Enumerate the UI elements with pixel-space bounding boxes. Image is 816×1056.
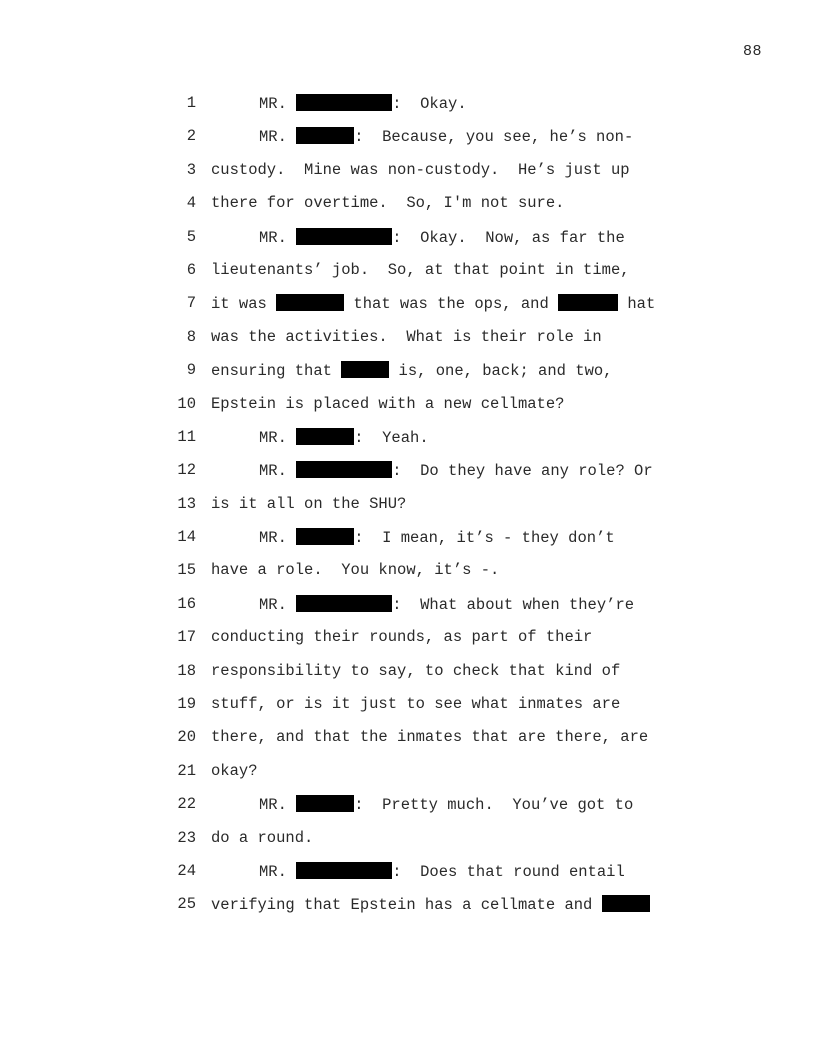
redaction-box [296, 795, 354, 812]
redaction-box [296, 862, 392, 879]
line-number: 9 [186, 361, 196, 380]
line-text: conducting their rounds, as part of their [211, 628, 593, 647]
line-text: is it all on the SHU? [211, 494, 407, 513]
line-text: was the activities. What is their role in [211, 327, 602, 346]
transcript-body [0, 86, 816, 921]
line-text: have a role. You know, it’s -. [211, 561, 500, 580]
line-content: : Okay. [392, 95, 467, 113]
redaction-box [296, 461, 392, 478]
transcript-line [0, 620, 816, 653]
line-number: 7 [186, 294, 196, 313]
line-content: : What about when they’re [392, 595, 635, 614]
speaker-prefix: MR. [259, 862, 297, 881]
line-content: : Pretty much. You’ve got to [354, 796, 634, 815]
line-text [259, 461, 653, 480]
transcript-line [0, 119, 816, 152]
speaker-prefix: MR. [259, 529, 297, 548]
transcript-line [0, 353, 816, 386]
line-number: 3 [186, 160, 196, 179]
redaction-box [296, 428, 354, 445]
line-text [211, 294, 655, 313]
transcript-line [0, 487, 816, 520]
line-number: 4 [186, 194, 196, 213]
redaction-box [296, 228, 392, 245]
line-number: 1 [186, 94, 196, 112]
line-number: 15 [177, 561, 196, 580]
line-text: stuff, or is it just to see what inmates are [211, 695, 621, 714]
line-text [211, 361, 612, 380]
transcript-line [0, 186, 816, 219]
transcript-line [0, 253, 816, 286]
redaction-box [296, 528, 354, 545]
line-text [211, 895, 650, 914]
transcript-line [0, 553, 816, 586]
transcript-line [0, 86, 816, 119]
speaker-prefix: MR. [259, 796, 297, 815]
line-number: 20 [177, 728, 196, 747]
line-text [259, 595, 634, 614]
line-content: : Does that round entail [392, 862, 625, 881]
redaction-box [558, 294, 618, 311]
redaction-box [296, 595, 392, 612]
transcript-line [0, 520, 816, 553]
speaker-prefix: MR. [259, 595, 297, 614]
line-content: : Okay. Now, as far the [392, 228, 625, 247]
line-text: responsibility to say, to check that kind of [211, 661, 621, 680]
transcript-line [0, 687, 816, 720]
redaction-box [341, 361, 389, 378]
line-number: 18 [177, 661, 196, 680]
line-text [259, 127, 633, 146]
line-text: Epstein is placed with a new cellmate? [211, 394, 565, 413]
line-content: that was the ops, and [344, 295, 559, 314]
transcript-line [0, 821, 816, 854]
transcript-line [0, 587, 816, 620]
transcript-line [0, 720, 816, 753]
line-number: 11 [177, 427, 196, 446]
line-content: it was [211, 295, 277, 314]
transcript-line [0, 387, 816, 420]
line-content: verifying that Epstein has a cellmate and [211, 896, 602, 915]
line-number: 10 [177, 394, 196, 413]
line-content: : Do they have any role? Or [392, 462, 653, 481]
line-number: 19 [177, 695, 196, 714]
line-number: 5 [186, 227, 196, 246]
line-number: 8 [186, 327, 196, 346]
redaction-box [296, 127, 354, 144]
line-number: 21 [177, 761, 196, 780]
line-content: hat [618, 295, 656, 314]
line-number: 14 [177, 528, 196, 547]
redaction-box [602, 895, 650, 912]
speaker-prefix: MR. [259, 462, 297, 481]
line-text [259, 795, 633, 814]
transcript-line [0, 787, 816, 820]
line-number: 6 [186, 260, 196, 279]
transcript-line [0, 286, 816, 319]
speaker-prefix: MR. [259, 228, 297, 247]
line-number: 22 [177, 795, 196, 814]
transcript-line [0, 320, 816, 353]
redaction-box [276, 294, 344, 311]
line-text: there, and that the inmates that are there, are [211, 728, 649, 747]
speaker-prefix: MR. [259, 428, 297, 447]
line-text: custody. Mine was non-custody. He’s just up [211, 160, 630, 179]
line-text: okay? [211, 761, 258, 780]
line-number: 23 [177, 828, 196, 847]
line-content: : I mean, it’s - they don’t [354, 529, 615, 548]
line-text [259, 94, 467, 113]
transcript-line [0, 854, 816, 887]
speaker-prefix: MR. [259, 95, 297, 113]
line-number: 25 [177, 895, 196, 914]
transcript-line [0, 453, 816, 486]
line-text [259, 428, 429, 447]
line-number: 12 [177, 461, 196, 480]
line-content: is, one, back; and two, [389, 362, 613, 381]
line-text [259, 528, 615, 547]
line-text [259, 228, 625, 247]
page-number: 88 [742, 43, 762, 60]
transcript-line [0, 153, 816, 186]
line-number: 24 [177, 861, 196, 880]
redaction-box [296, 94, 392, 111]
line-number: 13 [177, 494, 196, 513]
line-text [259, 862, 625, 881]
line-text: do a round. [211, 828, 314, 847]
line-number: 16 [177, 594, 196, 613]
transcript-line [0, 220, 816, 253]
line-number: 17 [177, 628, 196, 647]
transcript-line [0, 887, 816, 920]
transcript-line [0, 420, 816, 453]
line-number: 2 [186, 127, 196, 146]
line-content: : Because, you see, he’s non- [354, 128, 634, 147]
line-text: lieutenants’ job. So, at that point in time, [211, 260, 630, 279]
transcript-line [0, 754, 816, 787]
line-content: ensuring that [211, 362, 342, 381]
speaker-prefix: MR. [259, 128, 297, 147]
line-text: there for overtime. So, I'm not sure. [211, 194, 565, 213]
line-content: : Yeah. [354, 428, 429, 447]
transcript-line [0, 654, 816, 687]
